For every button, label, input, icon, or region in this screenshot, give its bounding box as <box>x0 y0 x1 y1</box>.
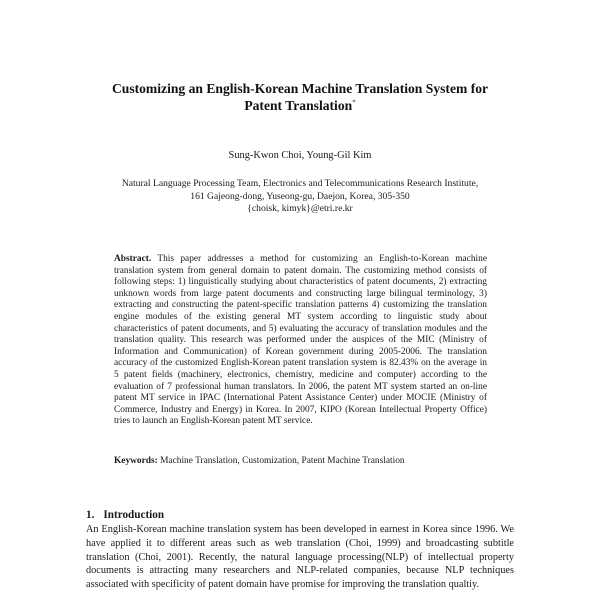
keywords <box>114 456 487 468</box>
affiliation <box>60 178 540 216</box>
abstract <box>114 254 487 428</box>
affiliation-line-1: Natural Language Processing Team, Electronics and Telecommunications Research Institute, <box>121 178 479 189</box>
authors: Sung-Kwon Choi, Young-Gil Kim <box>228 150 372 161</box>
keywords-label: Keywords: <box>114 456 158 466</box>
title-footnote-mark: * <box>352 98 356 107</box>
abstract-text: This paper addresses a method for customizing an English-to-Korean machine translation system from general domain to patent domain. The customizing method consists of following steps: 1) linguistically studying about characteristics of patent documents, 2) extracting unknown words from large patent documents and constructing large bilingual terminology, 3) extracting and constructing the patent-specific translation patterns 4) customizing the translation engine modules of the existing general MT system according to linguistic study about characteristics of patent documents, and 5) evaluating the accuracy of translation modules and the translation quality. This research was performed under the auspices of the MIC (Ministry of Information and Communication) of Korean government during 2005-2006. The translation accuracy of the customized English-Korean patent translation system is 82.43% on the average in 5 patent fields (machinery, electronics, chemistry, medicine and computer) according to the evaluation of 7 professional human translators. In 2006, the patent MT system started an on-line patent MT service in IPAC (International Patent Assistance Center) under MOCIE (Ministry of Commerce, Industry and Energy) in Korea. In 2007, KIPO (Korean Intellectual Property Office) tries to launch an English-Korean patent MT service. <box>114 254 487 427</box>
affiliation-email: {choisk, kimyk}@etri.re.kr <box>247 203 353 214</box>
title-line-2 <box>60 97 540 114</box>
title-line-1: Customizing an English-Korean Machine Translation System for <box>111 81 489 96</box>
keywords-text: Machine Translation, Customization, Patent Machine Translation <box>160 456 405 466</box>
paper-title <box>60 80 540 114</box>
section-number: 1. <box>86 509 95 521</box>
introduction-text: An English-Korean machine translation system has been developed in earnest in Korea since 1996. We have applied it to different areas such as web translation (Choi, 1999) and broadcasting subtitle translation (Choi, 2001). Recently, the natural language processing(NLP) of intellectual property documents is attracting many researchers and NLP-related companies, because NLP techniques associated with specificity of patent domain have promise for improving the translation qualtiy. <box>86 524 514 591</box>
abstract-label: Abstract. <box>114 254 152 264</box>
section-heading <box>86 508 164 522</box>
affiliation-line-2: 161 Gajeong-dong, Yuseong-gu, Daejon, Korea, 305-350 <box>190 190 410 202</box>
title-line-2-text: Patent Translation <box>244 98 353 113</box>
section-title: Introduction <box>103 509 165 521</box>
